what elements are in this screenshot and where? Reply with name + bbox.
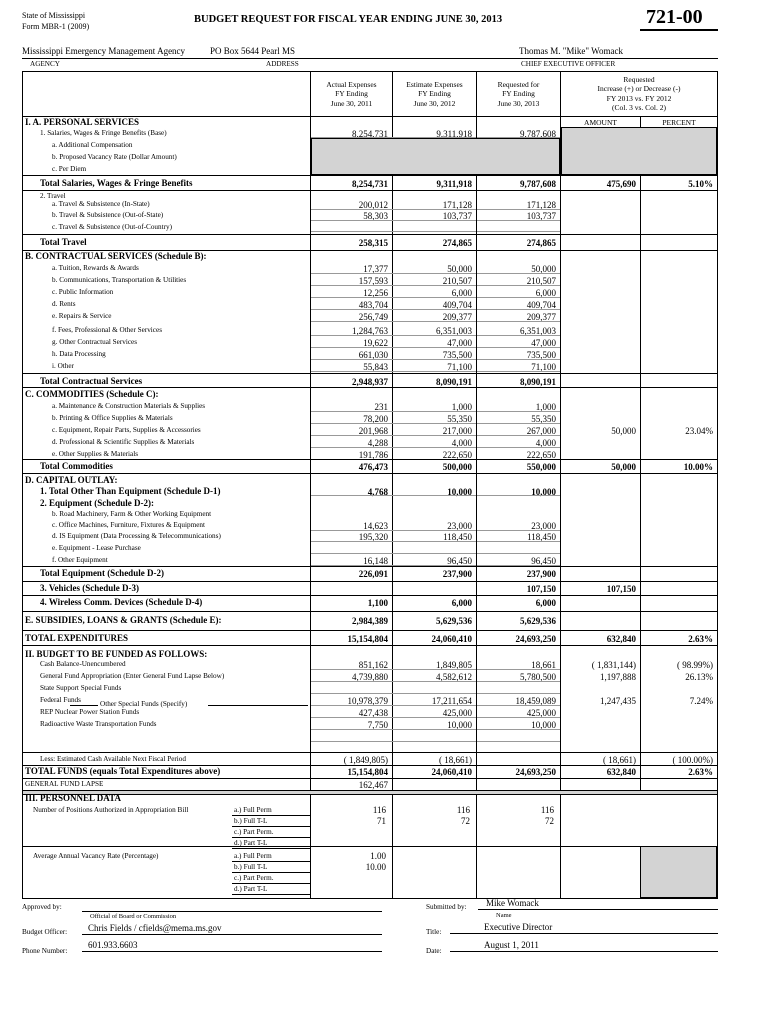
ceo-name: Thomas M. "Mike" Womack — [519, 46, 623, 56]
agency-label: AGENCY — [30, 60, 60, 68]
row-label: f. Other Equipment — [52, 556, 108, 564]
row-label: e. Equipment - Lease Purchase — [52, 544, 141, 552]
official-label: Official of Board or Commission — [90, 913, 177, 920]
cell-r: 274,865 — [526, 238, 556, 248]
row-label: E. SUBSIDIES, LOANS & GRANTS (Schedule E): — [25, 615, 222, 625]
cell-r: 5,629,536 — [520, 616, 556, 626]
col-change-header: Requested Increase (+) or Decrease (-) FY 2013 vs. FY 2012 (Col. 3 vs. Col. 2) — [597, 75, 681, 113]
submitted-label: Submitted by: — [426, 903, 467, 911]
cell-a: 10,978,379 — [347, 696, 388, 706]
row-label: b. Travel & Subsistence (Out-of-State) — [52, 211, 164, 219]
cell-e: 71,100 — [447, 362, 472, 372]
row-label: b. Proposed Vacancy Rate (Dollar Amount) — [52, 153, 177, 161]
row-label: d. IS Equipment (Data Processing & Telecommunications) — [52, 532, 221, 540]
shaded-cell — [561, 127, 717, 175]
cell-r: 118,450 — [527, 532, 556, 542]
cell-e: 118,450 — [443, 532, 472, 542]
vacancy-type-label: a.) Full Perm — [234, 852, 272, 860]
cell-a: 15,154,804 — [347, 634, 388, 644]
cell-a: 15,154,804 — [347, 767, 388, 777]
row-label: Cash Balance-Unencumbered — [40, 660, 126, 668]
cell-r: 210,507 — [526, 276, 556, 286]
positions-cell-a: 116 — [372, 805, 386, 815]
cell-e: 1,849,805 — [436, 660, 472, 670]
row-label: II. BUDGET TO BE FUNDED AS FOLLOWS: — [25, 649, 208, 659]
cell-r: 550,000 — [526, 462, 556, 472]
cell-pct: 5.10% — [688, 179, 713, 189]
cell-pct: 2.63% — [688, 634, 713, 644]
cell-e: 5,629,536 — [436, 616, 472, 626]
form-id: Form MBR-1 (2009) — [22, 22, 90, 31]
cell-e: 50,000 — [447, 264, 472, 274]
row-label: c. Public Information — [52, 288, 114, 296]
phone-label: Phone Number: — [22, 947, 68, 955]
cell-a: 201,968 — [358, 426, 388, 436]
row-label: B. CONTRACTUAL SERVICES (Schedule B): — [25, 251, 207, 261]
cell-e: 274,865 — [442, 238, 472, 248]
cell-pct: 7.24% — [689, 696, 713, 706]
cell-a: 476,473 — [358, 462, 388, 472]
cell-e: ( 18,661) — [439, 755, 472, 765]
cell-r: 103,737 — [526, 211, 556, 221]
cell-pct: 10.00% — [683, 462, 713, 472]
col-amount-header: AMOUNT — [584, 118, 617, 127]
cell-r: 6,351,003 — [520, 326, 556, 336]
cell-e: 9,311,918 — [436, 179, 472, 189]
row-label: D. CAPITAL OUTLAY: — [25, 475, 118, 485]
cell-a: 2,984,389 — [352, 616, 388, 626]
cell-a: 4,739,880 — [352, 672, 388, 682]
row-label: 2. Equipment (Schedule D-2): — [40, 498, 155, 508]
positions-label: Number of Positions Authorized in Appropriation Bill — [33, 806, 189, 814]
row-label: State Support Special Funds — [40, 684, 122, 692]
positions-cell-a: 71 — [377, 816, 386, 826]
row-label: General Fund Appropriation (Enter General Fund Lapse Below) — [40, 672, 225, 680]
cell-amt: 632,840 — [606, 767, 636, 777]
row-label: b. Communications, Transportation & Utilities — [52, 276, 187, 284]
cell-r: 10,000 — [531, 720, 556, 730]
cell-r: 409,704 — [526, 300, 556, 310]
cell-e: 209,377 — [442, 312, 472, 322]
cell-e: 10,000 — [447, 487, 472, 497]
row-label: c. Equipment, Repair Parts, Supplies & Accessories — [52, 426, 201, 434]
cell-r: 47,000 — [531, 338, 556, 348]
col-percent-header: PERCENT — [662, 118, 696, 127]
budget-officer-label: Budget Officer: — [22, 928, 68, 936]
cell-r: 4,000 — [535, 438, 556, 448]
positions-cell-e: 72 — [461, 816, 470, 826]
cell-pct: 2.63% — [688, 767, 713, 777]
other-special-funds-label: Other Special Funds (Specify) — [100, 700, 188, 708]
row-label: d. Rents — [52, 300, 76, 308]
row-label: I. A. PERSONAL SERVICES — [25, 117, 139, 127]
row-label: REP Nuclear Power Station Funds — [40, 708, 140, 716]
col-requested-header: Requested for FY Ending June 30, 2013 — [497, 80, 540, 108]
cell-a: 200,012 — [358, 200, 388, 210]
cell-a: 8,254,731 — [352, 129, 388, 139]
cell-a: 17,377 — [363, 264, 388, 274]
cell-e: 9,311,918 — [436, 129, 472, 139]
cell-pct: 23.04% — [685, 426, 713, 436]
cell-a: ( 1,849,805) — [343, 755, 388, 765]
col-actual-header: Actual Expenses FY Ending June 30, 2011 — [326, 80, 377, 108]
cell-a: 58,303 — [363, 211, 388, 221]
cell-a: 19,622 — [363, 338, 388, 348]
position-type-label: d.) Part T-L — [234, 839, 268, 847]
row-label: Less: Estimated Cash Available Next Fiscal Period — [40, 755, 186, 763]
cell-a: 191,786 — [358, 450, 388, 460]
cell-a: 14,623 — [363, 521, 388, 531]
cell-e: 17,211,654 — [431, 696, 472, 706]
row-label: 3. Vehicles (Schedule D-3) — [40, 583, 139, 593]
position-type-label: c.) Part Perm. — [234, 828, 274, 836]
cell-a: 157,593 — [358, 276, 388, 286]
page-title: BUDGET REQUEST FOR FISCAL YEAR ENDING JUNE 30, 2013 — [194, 14, 503, 25]
row-label: f. Fees, Professional & Other Services — [52, 326, 162, 334]
cell-a: 8,254,731 — [352, 179, 388, 189]
cell-r: 24,693,250 — [515, 634, 556, 644]
cell-e: 1,000 — [451, 402, 472, 412]
row-label: Total Commodities — [40, 461, 113, 471]
cell-a: 195,320 — [358, 532, 388, 542]
cell-e: 210,507 — [442, 276, 472, 286]
cell-r: 71,100 — [531, 362, 556, 372]
ceo-label: CHIEF EXECUTIVE OFFICER — [521, 60, 616, 68]
cell-r: 237,900 — [526, 569, 556, 579]
cell-a: 1,284,763 — [352, 326, 388, 336]
row-label: e. Other Supplies & Materials — [52, 450, 139, 458]
row-label: Total Travel — [40, 237, 87, 247]
row-label: a. Travel & Subsistence (In-State) — [52, 200, 150, 208]
shaded-cell — [311, 138, 560, 175]
phone-field[interactable]: 601.933.6603 — [82, 940, 382, 952]
row-label: TOTAL EXPENDITURES — [25, 633, 128, 643]
cell-a: 7,750 — [367, 720, 388, 730]
cell-r: 1,000 — [535, 402, 556, 412]
cell-e: 500,000 — [442, 462, 472, 472]
row-label: d. Professional & Scientific Supplies & Materials — [52, 438, 195, 446]
agency-address: PO Box 5644 Pearl MS — [210, 46, 296, 56]
cell-a: 1,100 — [367, 598, 388, 608]
cell-amt: 1,197,888 — [600, 672, 636, 682]
cell-r: 10,000 — [531, 487, 556, 497]
row-label: Total Equipment (Schedule D-2) — [40, 568, 164, 578]
cell-e: 96,450 — [447, 556, 472, 566]
row-label: c. Travel & Subsistence (Out-of-Country) — [52, 223, 172, 231]
cell-r: 209,377 — [526, 312, 556, 322]
approved-signature-line[interactable] — [82, 901, 382, 912]
cell-a: 226,091 — [358, 569, 388, 579]
position-type-label: a.) Full Perm — [234, 806, 272, 814]
cell-r: 9,787,608 — [520, 129, 556, 139]
agency-code: 721-00 — [646, 6, 703, 28]
vacancy-type-label: c.) Part Perm. — [234, 874, 274, 882]
row-label: c. Per Diem — [52, 165, 87, 173]
cell-r: 18,459,089 — [515, 696, 556, 706]
cell-e: 55,350 — [447, 414, 472, 424]
row-label: Federal Funds — [40, 696, 81, 704]
cell-r: 50,000 — [531, 264, 556, 274]
budget-officer-field[interactable]: Chris Fields / cfields@mema.ms.gov — [82, 923, 382, 935]
row-label: GENERAL FUND LAPSE — [25, 780, 104, 788]
cell-pct: ( 98.99%) — [677, 660, 713, 670]
cell-r: 735,500 — [526, 350, 556, 360]
cell-r: 9,787,608 — [520, 179, 556, 189]
approved-label: Approved by: — [22, 903, 62, 911]
cell-e: 222,650 — [442, 450, 472, 460]
vacancy-cell-a: 10.00 — [365, 862, 386, 872]
cell-e: 4,000 — [451, 438, 472, 448]
row-label: a. Maintenance & Construction Materials & Supplies — [52, 402, 206, 410]
cell-amt: 50,000 — [611, 426, 636, 436]
cell-a: 4,288 — [367, 438, 388, 448]
cell-r: 5,780,500 — [520, 672, 556, 682]
cell-e: 237,900 — [442, 569, 472, 579]
cell-a: 162,467 — [358, 780, 388, 790]
cell-pct: 26.13% — [685, 672, 713, 682]
cell-e: 6,000 — [451, 598, 472, 608]
row-label: C. COMMODITIES (Schedule C): — [25, 389, 159, 399]
cell-e: 171,128 — [442, 200, 472, 210]
cell-e: 425,000 — [442, 708, 472, 718]
date-field[interactable]: August 1, 2011 — [450, 940, 718, 952]
row-label: i. Other — [52, 362, 74, 370]
cell-amt: 475,690 — [606, 179, 636, 189]
cell-r: 222,650 — [526, 450, 556, 460]
row-label: h. Data Processing — [52, 350, 106, 358]
cell-a: 2,948,937 — [352, 377, 388, 387]
cell-a: 427,438 — [358, 708, 388, 718]
cell-e: 735,500 — [442, 350, 472, 360]
cell-a: 4,768 — [367, 487, 388, 497]
agency-name: Mississippi Emergency Management Agency — [22, 46, 186, 56]
vacancy-type-label: d.) Part T-L — [234, 885, 268, 893]
row-label: 4. Wireless Comm. Devices (Schedule D-4) — [40, 597, 203, 607]
row-label: b. Printing & Office Supplies & Materials — [52, 414, 173, 422]
cell-r: 107,150 — [526, 584, 556, 594]
position-type-label: b.) Full T-L — [234, 817, 268, 825]
cell-r: 6,000 — [535, 288, 556, 298]
cell-a: 661,030 — [358, 350, 388, 360]
row-label: Total Salaries, Wages & Fringe Benefits — [40, 178, 193, 188]
cell-amt: 632,840 — [606, 634, 636, 644]
row-label: Radioactive Waste Transportation Funds — [40, 720, 157, 728]
cell-e: 103,737 — [442, 211, 472, 221]
positions-cell-e: 116 — [456, 805, 470, 815]
cell-e: 4,582,612 — [436, 672, 472, 682]
title-label: Title: — [426, 928, 442, 936]
cell-a: 55,843 — [363, 362, 388, 372]
row-label: e. Repairs & Service — [52, 312, 112, 320]
cell-r: 8,090,191 — [520, 377, 556, 387]
cell-a: 258,315 — [358, 238, 388, 248]
row-label: 1. Salaries, Wages & Fringe Benefits (Base) — [40, 129, 167, 137]
cell-a: 78,200 — [363, 414, 388, 424]
cell-e: 10,000 — [447, 720, 472, 730]
cell-r: 171,128 — [526, 200, 556, 210]
row-label: 2. Travel — [40, 192, 66, 200]
cell-amt: ( 18,661) — [603, 755, 636, 765]
cell-r: 55,350 — [531, 414, 556, 424]
row-label: g. Other Contractual Services — [52, 338, 138, 346]
vacancy-label: Average Annual Vacancy Rate (Percentage) — [33, 852, 159, 860]
cell-a: 12,256 — [363, 288, 388, 298]
title-field[interactable]: Executive Director — [450, 922, 718, 934]
row-label: III. PERSONNEL DATA — [25, 793, 121, 803]
row-label: Total Contractual Services — [40, 376, 143, 386]
row-label: b. Road Machinery, Farm & Other Working Equipment — [52, 510, 212, 518]
date-label: Date: — [426, 947, 442, 955]
row-label: a. Tuition, Rewards & Awards — [52, 264, 139, 272]
cell-a: 851,162 — [358, 660, 388, 670]
cell-r: 267,000 — [526, 426, 556, 436]
row-label: 1. Total Other Than Equipment (Schedule D-1) — [40, 486, 221, 496]
cell-e: 24,060,410 — [431, 634, 472, 644]
cell-pct: ( 100.00%) — [672, 755, 713, 765]
cell-r: 23,000 — [531, 521, 556, 531]
row-label: TOTAL FUNDS (equals Total Expenditures above) — [25, 766, 221, 776]
cell-a: 483,704 — [358, 300, 388, 310]
vacancy-type-label: b.) Full T-L — [234, 863, 268, 871]
cell-e: 47,000 — [447, 338, 472, 348]
positions-cell-r: 72 — [545, 816, 554, 826]
row-label: a. Additional Compensation — [52, 141, 133, 149]
shaded-cell — [640, 846, 717, 898]
cell-amt: ( 1,831,144) — [591, 660, 636, 670]
cell-r: 18,661 — [531, 660, 556, 670]
cell-e: 409,704 — [442, 300, 472, 310]
positions-cell-r: 116 — [540, 805, 554, 815]
name-label: Name — [496, 912, 512, 919]
col-estimate-header: Estimate Expenses FY Ending June 30, 2012 — [406, 80, 463, 108]
vacancy-cell-a: 1.00 — [370, 851, 386, 861]
cell-e: 23,000 — [447, 521, 472, 531]
cell-r: 6,000 — [535, 598, 556, 608]
row-label: c. Office Machines, Furniture, Fixtures & Equipment — [52, 521, 205, 529]
cell-e: 6,000 — [451, 288, 472, 298]
cell-r: 24,693,250 — [515, 767, 556, 777]
address-label: ADDRESS — [266, 60, 299, 68]
submitted-field[interactable]: Mike Womack — [478, 898, 718, 910]
cell-e: 6,351,003 — [436, 326, 472, 336]
cell-r: 425,000 — [526, 708, 556, 718]
cell-amt: 1,247,435 — [600, 696, 636, 706]
cell-e: 8,090,191 — [436, 377, 472, 387]
cell-a: 16,148 — [363, 556, 388, 566]
state-label: State of Mississippi — [22, 11, 86, 20]
cell-amt: 107,150 — [606, 584, 636, 594]
cell-a: 231 — [374, 402, 388, 412]
cell-e: 24,060,410 — [431, 767, 472, 777]
cell-e: 217,000 — [442, 426, 472, 436]
cell-amt: 50,000 — [611, 462, 636, 472]
cell-a: 256,749 — [358, 312, 388, 322]
cell-r: 96,450 — [531, 556, 556, 566]
